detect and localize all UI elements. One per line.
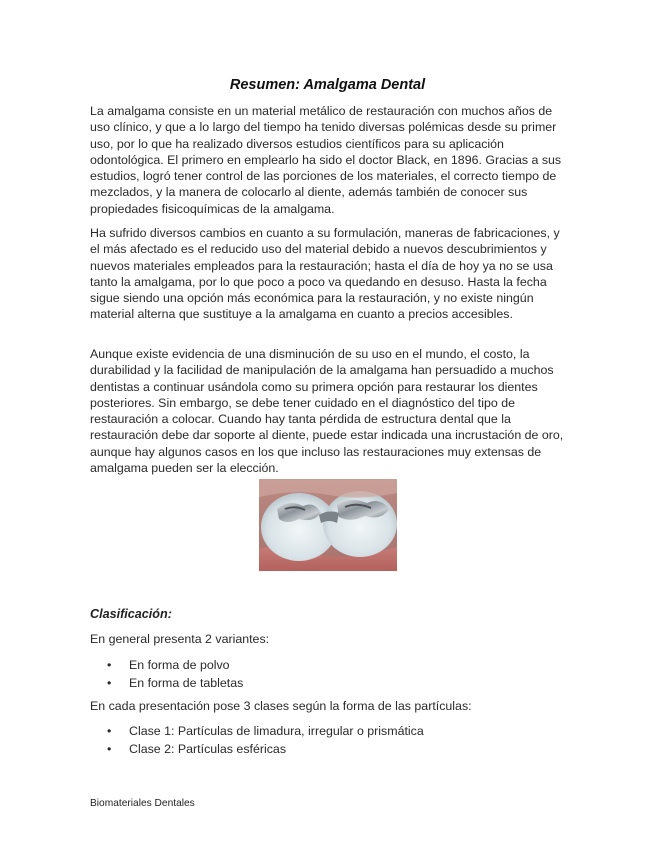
page-title: Resumen: Amalgama Dental	[229, 77, 426, 93]
list-item-label: En forma de tabletas	[129, 675, 244, 690]
amalgama-teeth-photo	[259, 479, 397, 571]
paragraph-usage: Aunque existe evidencia de una disminución de su uso en el mundo, el costo, la durabilidad y la facilidad de manipulación de la amalgama han persuadido a muchos dentistas a continuar usándola como su primera opción para restaurar los dientes posteriores. Sin embargo, se debe tener cuidado en el diagnóstico del tipo de restauración a colocar. Cuando hay tanta pérdida de estructura dental que la restauración debe dar soporte al diente, puede estar indicada una incrustación de oro, aunque hay algunos casos en los que incluso las restauraciones muy extensas de amalgama pueden ser la elección.	[90, 347, 564, 476]
bullet-icon: •	[107, 675, 112, 690]
list-item-label: En forma de polvo	[129, 658, 230, 672]
paragraph-intro: La amalgama consiste en un material metálico de restauración con muchos años de uso clínico, y que a lo largo del tiempo ha tenido diversas polémicas desde su primer uso, por lo que ha realizado diversos estudios científicos para su aplicación odontológica. El primero en emplearlo ha sido el doctor Black, en 1896. Gracias a sus estudios, logró tener control de las porciones de los materiales, el correcto tiempo de mezclados, y la manera de colocarlo al diente, además también de conocer sus propiedades fisicoquímicas de la amalgama.	[90, 104, 562, 216]
variants-intro: En general presenta 2 variantes:	[90, 632, 270, 646]
list-item-label: Clase 2: Partículas esféricas	[129, 741, 287, 756]
list-item-label: Clase 1: Partículas de limadura, irregular o prismática	[129, 724, 424, 738]
classes-intro: En cada presentación pose 3 clases según la forma de las partículas:	[90, 699, 472, 713]
list-item	[107, 657, 243, 675]
list-item	[107, 723, 424, 741]
variants-list	[107, 657, 243, 692]
bullet-icon: •	[107, 741, 112, 756]
paragraph-changes: Ha sufrido diversos cambios en cuanto a su formulación, maneras de fabricaciones, y el más afectado es el reducido uso del material debido a nuevos descubrimientos y nuevos materiales empleados para la restauración; hasta el día de hoy ya no se usa tanto la amalgama, por lo que poco a poco va quedando en desuso. Hasta la fecha sigue siendo una opción más económica para la restauración, y no existe ningún material alterna que sustituye a la amalgama en cuanto a precios accesibles.	[90, 226, 560, 322]
page-footer: Biomateriales Dentales	[90, 798, 195, 809]
bullet-icon: •	[107, 724, 112, 738]
list-item	[107, 741, 424, 759]
classes-list	[107, 723, 424, 758]
list-item	[107, 675, 243, 693]
bullet-icon: •	[107, 658, 112, 672]
classification-heading: Clasificación:	[90, 607, 172, 621]
